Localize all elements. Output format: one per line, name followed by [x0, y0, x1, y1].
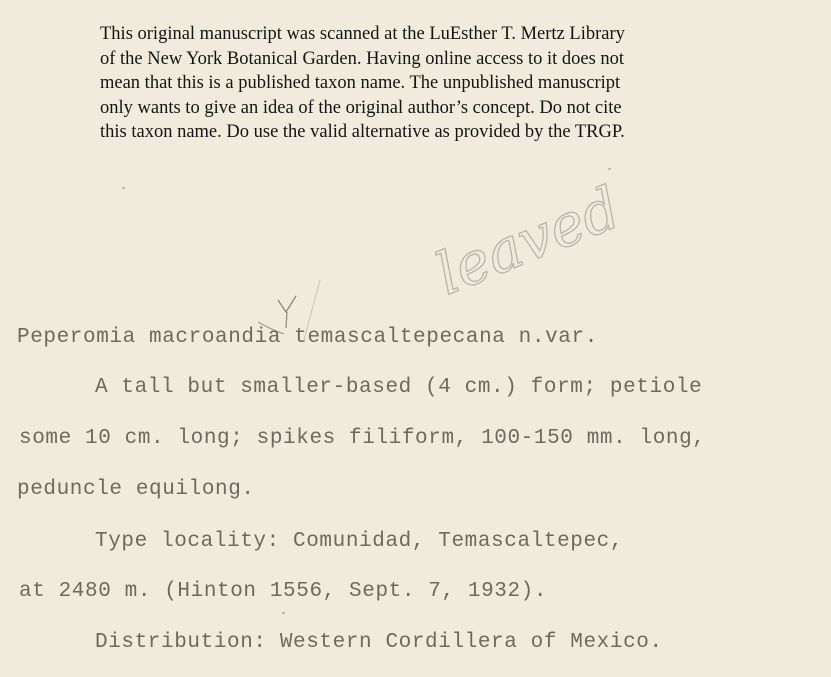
paper-speck	[608, 168, 611, 170]
type-locality-line-2: at 2480 m. (Hinton 1556, Sept. 7, 1932).	[19, 580, 548, 603]
description-line-3: peduncle equilong.	[17, 478, 255, 501]
notice-line-2: of the New York Botanical Garden. Having online access to it does not	[100, 48, 625, 69]
paper-speck	[282, 612, 285, 614]
notice-line-4: only wants to give an idea of the original author’s concept. Do not cite	[100, 97, 622, 118]
description-line-1: A tall but smaller-based (4 cm.) form; petiole	[95, 376, 703, 399]
paper-speck	[122, 187, 125, 189]
type-locality-line-1: Type locality: Comunidad, Temascaltepec,	[95, 530, 624, 553]
handwritten-annotation-text: leaved	[426, 173, 630, 309]
taxon-title: Peperomia macroandia temascaltepecana n.var.	[17, 326, 598, 349]
library-notice	[100, 22, 740, 145]
notice-line-1: This original manuscript was scanned at the LuEsther T. Mertz Library	[100, 24, 625, 44]
notice-line-3: mean that this is a published taxon name. The unpublished manuscript	[100, 73, 621, 94]
description-line-2: some 10 cm. long; spikes filiform, 100-150 mm. long,	[19, 427, 706, 450]
handwritten-annotation	[418, 150, 638, 309]
notice-line-5: this taxon name. Do use the valid alternative as provided by the TRGP.	[100, 122, 625, 143]
distribution-line: Distribution: Western Cordillera of Mexico.	[95, 631, 663, 654]
